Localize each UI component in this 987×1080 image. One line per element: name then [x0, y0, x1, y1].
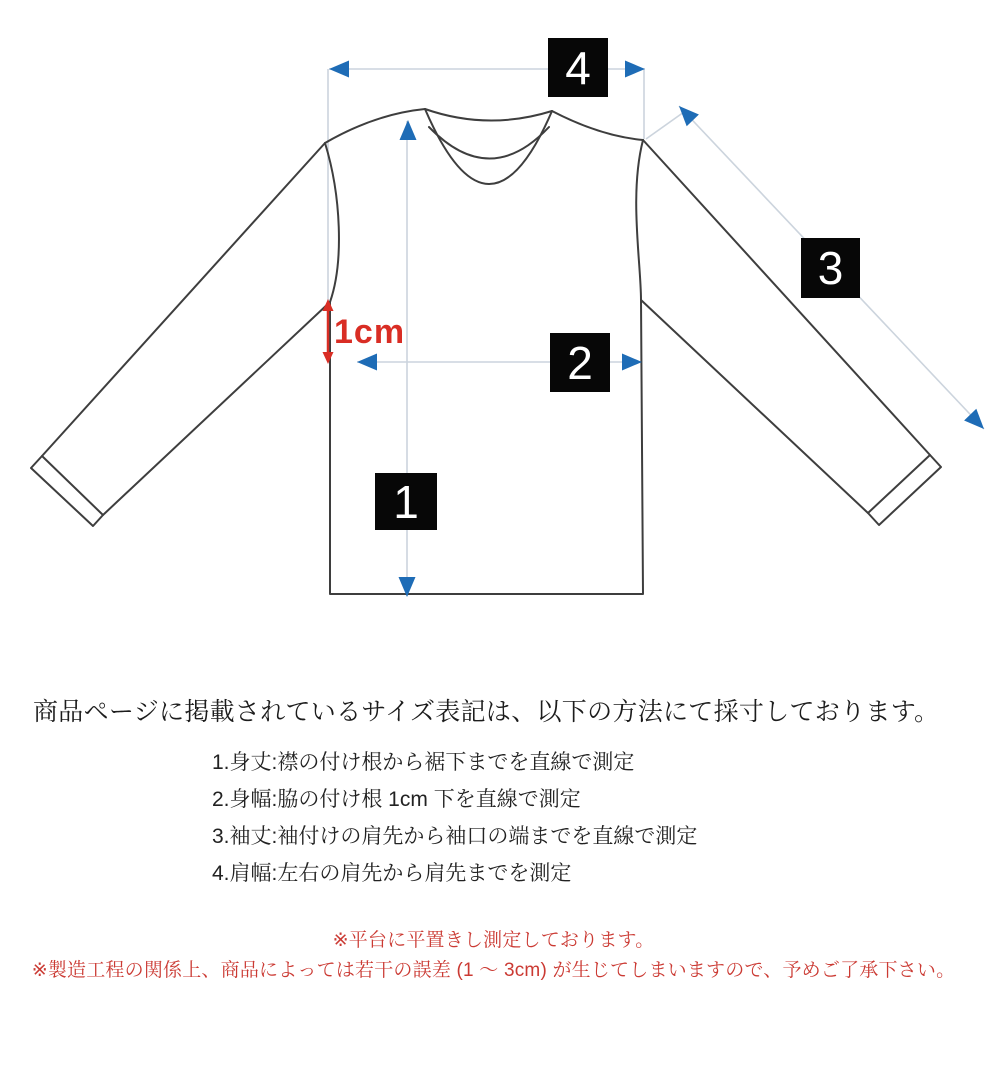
- tolerance-note: ※製造工程の関係上、商品によっては若干の誤差 (1 〜 3cm) が生じてしまいますので、予めご了承下さい。: [31, 960, 956, 981]
- measurement-label-2: 2: [550, 333, 610, 392]
- measurement-label-1: 1: [375, 473, 437, 530]
- red-arrow-up-icon: [323, 299, 334, 311]
- list-item: 2.身幅:脇の付け根 1cm 下を直線で測定: [212, 788, 581, 811]
- flat-measure-note: ※平台に平置きし測定しております。: [332, 930, 655, 951]
- measure-method-list: [212, 744, 697, 892]
- measurement-label-3: 3: [801, 238, 860, 298]
- right-armhole: [636, 140, 643, 300]
- right-cuff: [868, 455, 941, 525]
- right-shoulder-seam: [552, 111, 643, 140]
- red-arrow-down-icon: [323, 352, 334, 364]
- measurement-label-4: 4: [548, 38, 608, 97]
- shirt-outline: [31, 109, 941, 594]
- arrow-left-icon: [357, 354, 377, 371]
- arrow-up-icon: [400, 120, 417, 140]
- arrow-right-icon: [622, 354, 642, 371]
- sleeve-extension-guide: [646, 112, 684, 139]
- collar-back-edge: [425, 109, 552, 121]
- left-sleeve-under-edge: [103, 302, 330, 515]
- list-item: 4.肩幅:左右の肩先から肩先までを測定: [212, 862, 572, 885]
- right-sleeve-top-edge: [643, 140, 930, 455]
- offset-arrow: [323, 299, 334, 364]
- list-item: 3.袖丈:袖付けの肩先から袖口の端までを直線で測定: [212, 825, 698, 848]
- list-item: 1.身丈:襟の付け根から裾下までを直線で測定: [212, 751, 635, 774]
- size-note-heading: 商品ページに掲載されているサイズ表記は、以下の方法にて採寸しております。: [33, 698, 940, 726]
- collar-inner-seam: [429, 127, 549, 159]
- arrow-left-icon: [329, 61, 349, 78]
- arrow-right-icon: [625, 61, 645, 78]
- left-armhole: [325, 143, 339, 302]
- right-sleeve-under-edge: [641, 300, 868, 513]
- left-sleeve-top-edge: [42, 143, 325, 456]
- offset-label: 1cm: [334, 313, 406, 351]
- left-cuff: [31, 456, 103, 526]
